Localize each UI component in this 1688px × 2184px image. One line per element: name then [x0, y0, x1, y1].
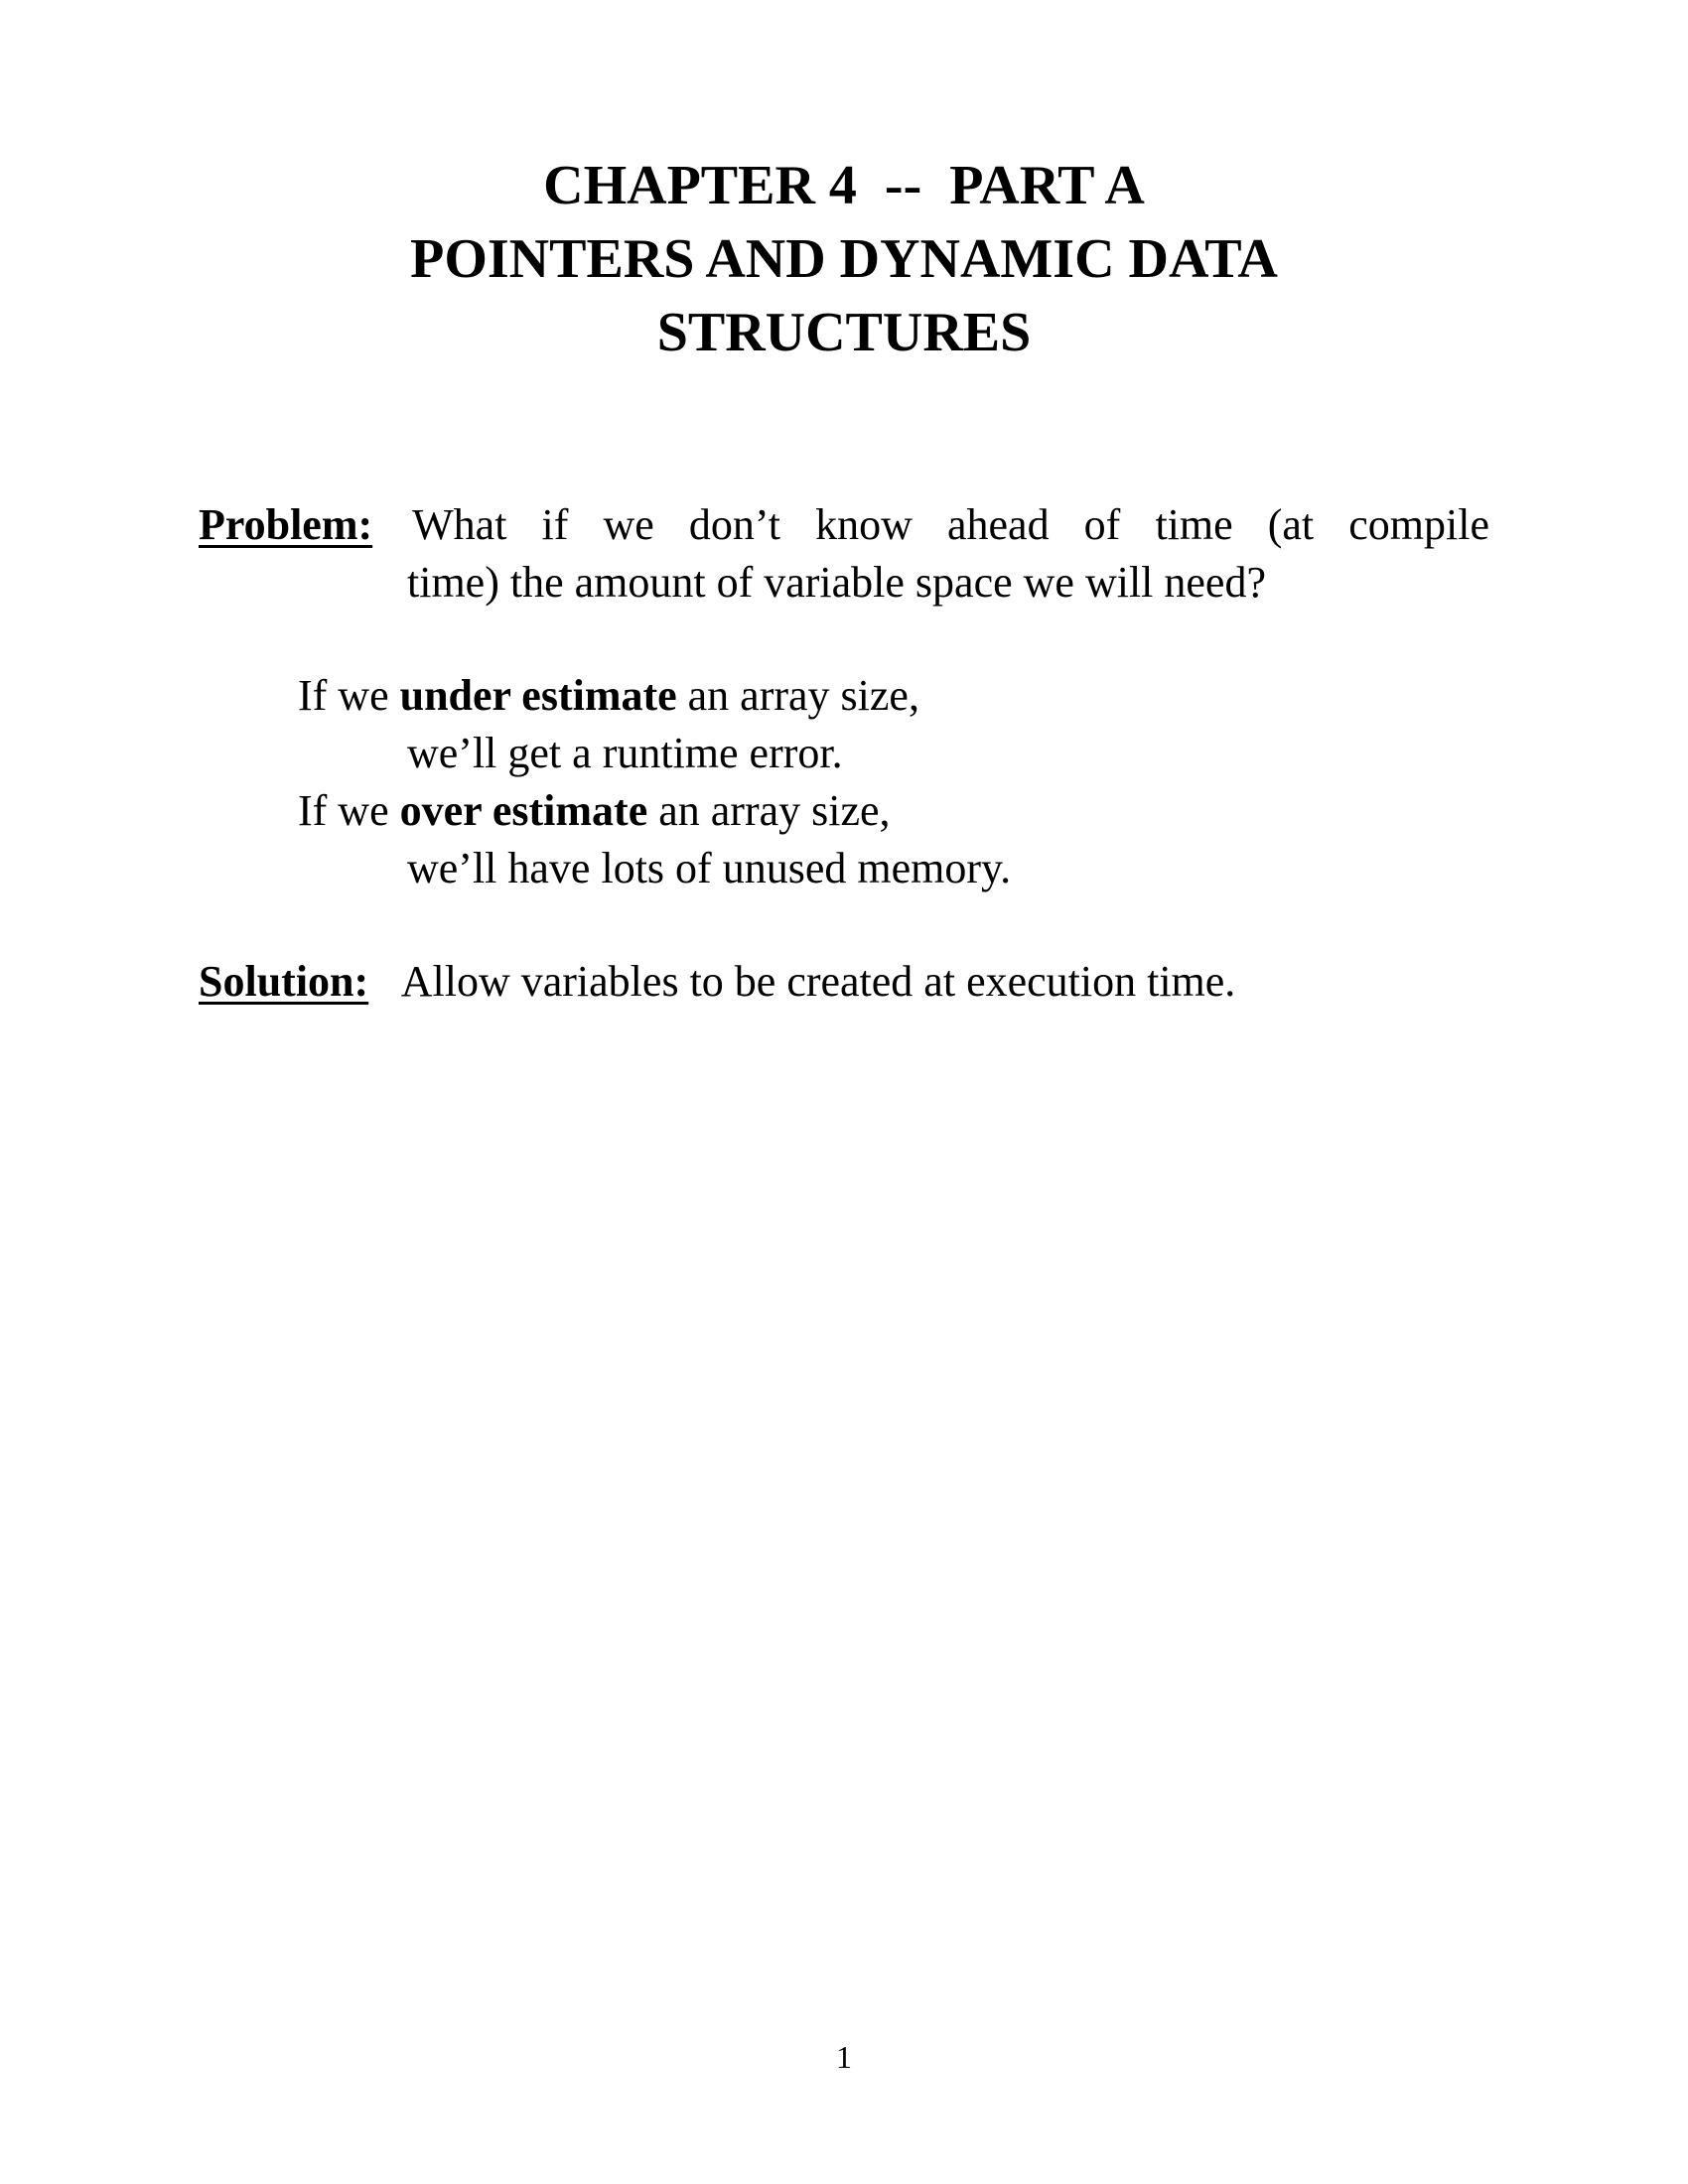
problem-first-line — [199, 496, 1489, 554]
estimates-block — [298, 667, 1011, 897]
problem-paragraph — [199, 496, 1489, 612]
title-line-2: POINTERS AND DYNAMIC DATA — [410, 228, 1278, 290]
title-line-1: CHAPTER 4 -- PART A — [543, 155, 1145, 216]
solution-text: Allow variables to be created at execution time. — [400, 957, 1236, 1006]
page-number: 1 — [836, 2039, 852, 2075]
over-estimate-result: we’ll have lots of unused memory. — [407, 844, 1012, 892]
chapter-title — [0, 149, 1688, 369]
solution-label: Solution: — [199, 957, 369, 1006]
problem-text-line-1: What if we don’t know ahead of time (at compile — [412, 500, 1489, 549]
problem-text-line-2: time) the amount of variable space we will need? — [407, 558, 1266, 607]
under-suffix: an array size, — [687, 671, 919, 720]
over-suffix: an array size, — [658, 786, 891, 835]
problem-label: Problem: — [199, 500, 373, 549]
over-estimate-line — [298, 782, 1011, 840]
under-estimate-line — [298, 667, 1011, 725]
under-prefix: If we — [298, 671, 389, 720]
over-estimate-bold: over estimate — [399, 786, 648, 835]
title-line-3: STRUCTURES — [656, 302, 1032, 363]
over-prefix: If we — [298, 786, 389, 835]
solution-paragraph — [199, 953, 1235, 1011]
under-estimate-result: we’ll get a runtime error. — [407, 729, 843, 777]
under-estimate-bold: under estimate — [399, 671, 677, 720]
